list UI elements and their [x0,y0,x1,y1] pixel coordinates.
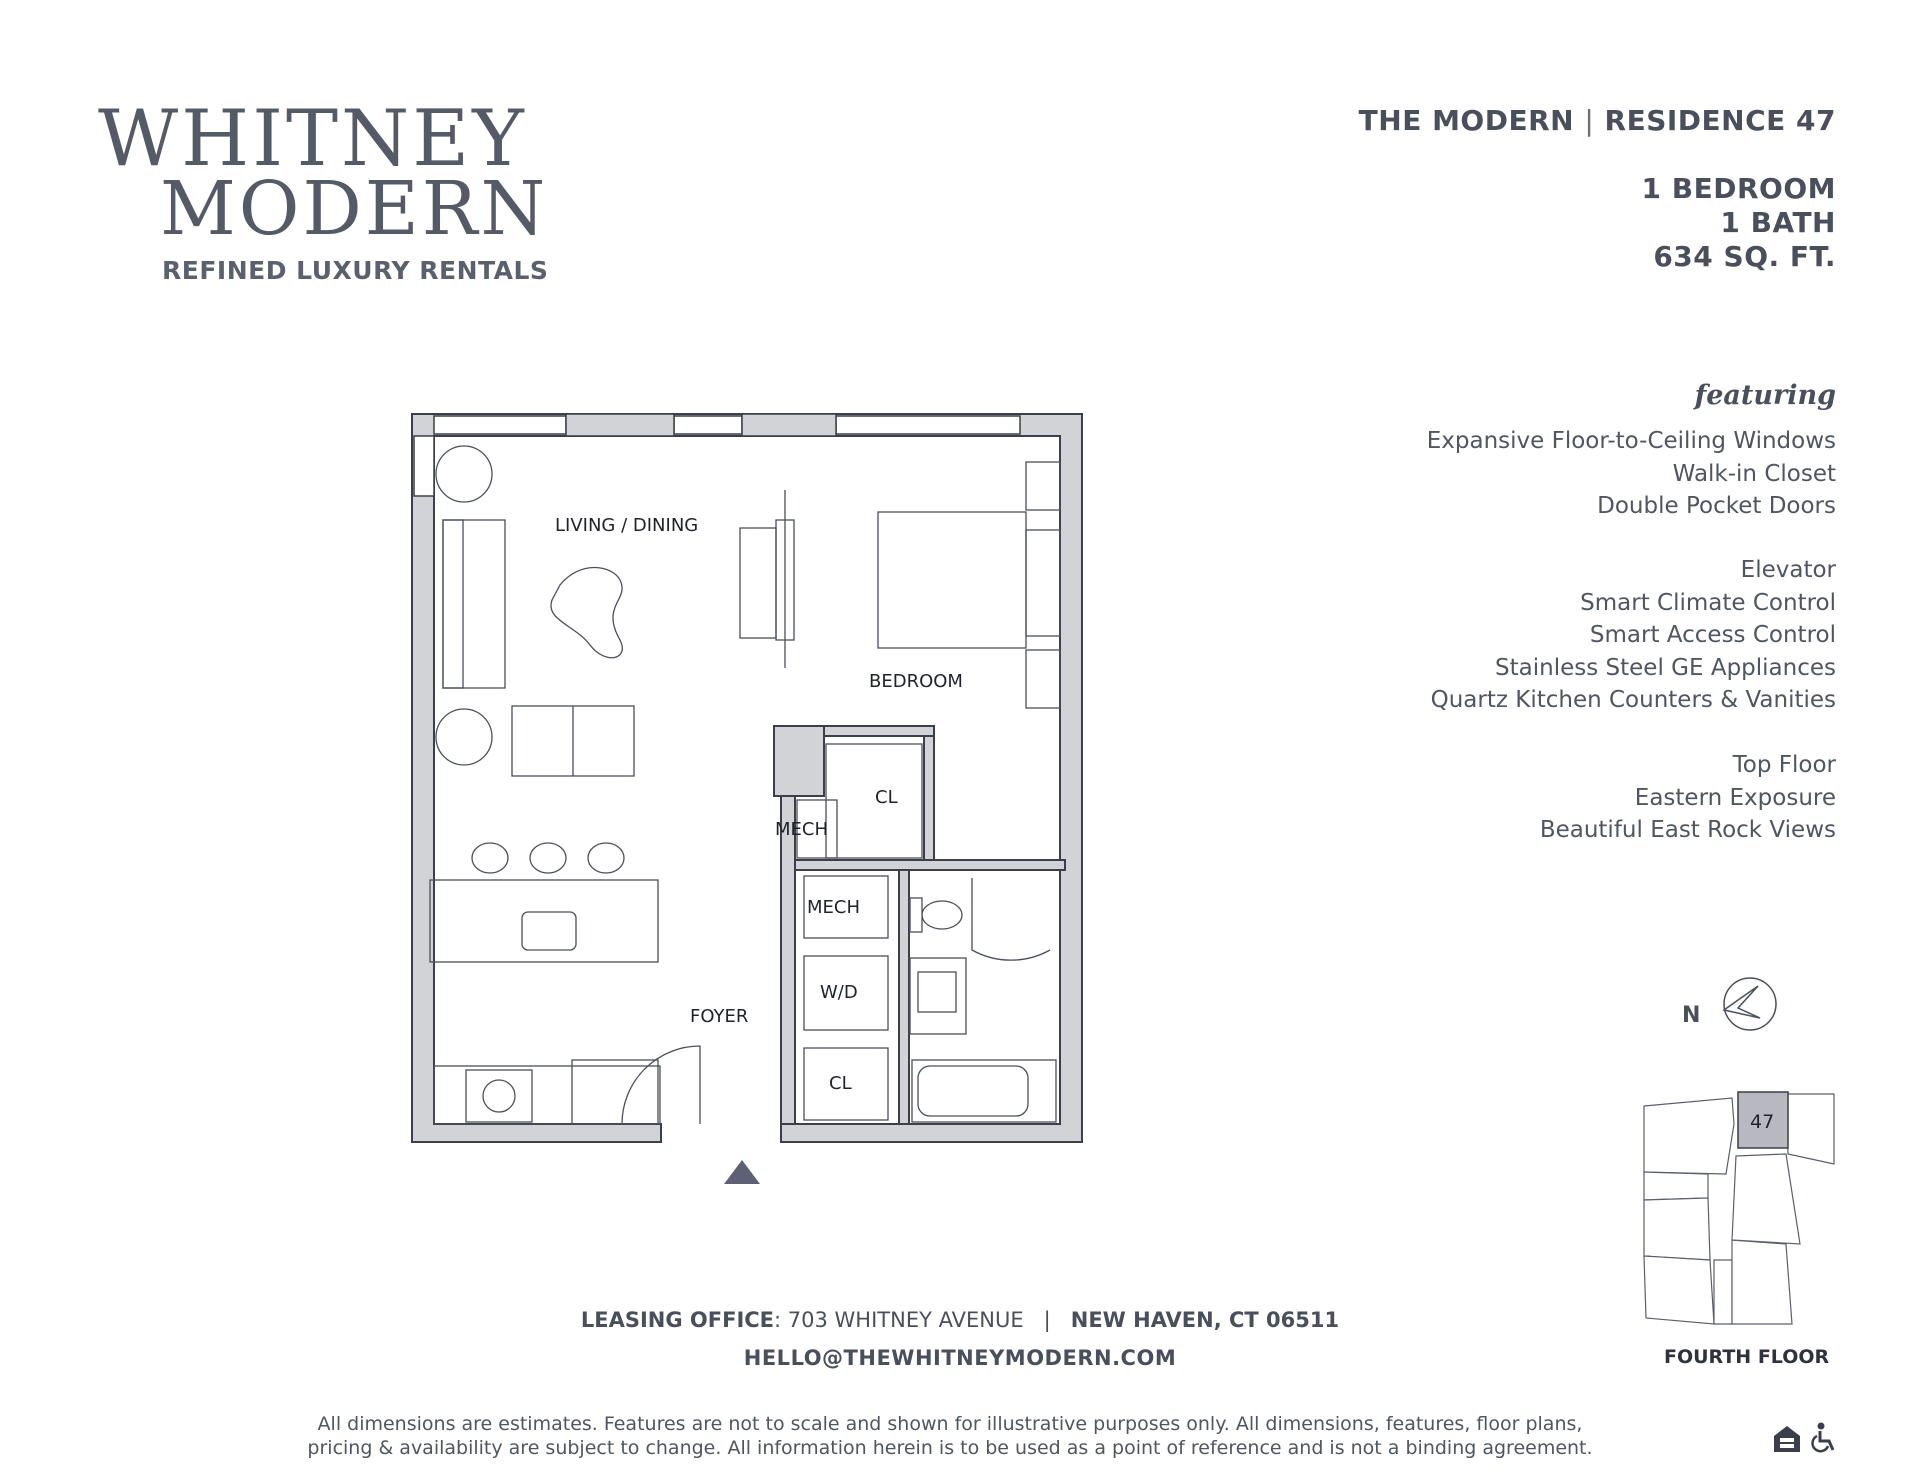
logo-tagline: REFINED LUXURY RENTALS [162,256,549,285]
dresser [1026,530,1060,636]
feature-item: Beautiful East Rock Views [1539,817,1836,843]
partition-wall [795,860,1065,870]
logo-wordmark-line2: MODERN [160,166,549,252]
room-label-living: LIVING / DINING [555,515,699,536]
nightstand [1026,650,1060,708]
refrigerator [572,1060,658,1124]
feature-item: Stainless Steel GE Appliances [1495,654,1836,681]
exterior-wall [412,414,1082,1142]
leasing-office-address [0,1308,1920,1332]
sofa-back [443,520,463,688]
keyplan-unit-label: 47 [1750,1111,1775,1133]
partition-wall [899,860,909,1124]
feature-item: Quartz Kitchen Counters & Vanities [1430,687,1836,713]
bar-stool [530,843,566,873]
bar-stool [472,843,508,873]
tv-console [740,528,776,638]
room-label-mech-upper: MECH [775,819,829,840]
range [466,1070,532,1122]
footer-divider: | [1043,1308,1051,1332]
title-separator: | [1584,104,1595,137]
side-table [436,446,492,502]
island-sink [522,912,576,950]
room-label-bedroom: BEDROOM [869,671,963,692]
room-label-wd: W/D [820,982,858,1003]
floor-label: FOURTH FLOOR [1664,1346,1830,1368]
room-label-foyer-closet: CL [829,1073,852,1094]
accessibility-icon [1808,1422,1838,1454]
feature-item: Expansive Floor-to-Ceiling Windows [1426,428,1836,454]
compass-needle [1724,986,1760,1018]
nightstand [1026,462,1060,510]
room-label-walkin-closet: CL [875,787,898,808]
feature-item: Eastern Exposure [1634,784,1836,811]
bar-stool [588,843,624,873]
feature-item: Walk-in Closet [1672,460,1836,487]
window-panel [414,436,434,496]
coffee-table [551,568,622,658]
disclaimer-line-2: pricing & availability are subject to change. All information herein is to be used as a point of reference and is not a binding agreement. [307,1437,1593,1459]
leasing-label: LEASING OFFICE [580,1308,775,1332]
partition-wall [774,726,824,796]
contact-email[interactable]: HELLO@THEWHITNEYMODERN.COM [743,1346,1177,1370]
bed [878,512,1026,648]
equal-housing-icon [1772,1424,1802,1454]
residence-number: RESIDENCE 47 [1604,104,1836,137]
collection-name: THE MODERN [1358,104,1575,137]
leasing-street: : 703 WHITNEY AVENUE [774,1308,1024,1332]
entry-marker [724,1160,760,1184]
window-panel [836,416,1020,434]
disclaimer [240,1412,1660,1460]
square-footage: 634 SQ. FT. [1653,240,1836,273]
leasing-city: NEW HAVEN, CT 06511 [1070,1308,1340,1332]
feature-item: Elevator [1740,557,1836,583]
feature-item: Smart Access Control [1589,622,1836,648]
toilet-tank [910,898,922,932]
vanity-sink [918,972,956,1012]
disclaimer-line-1: All dimensions are estimates. Features are not to scale and shown for illustrative purposes only. All dimensions, features, floor plans, [317,1413,1583,1435]
compass [1680,970,1790,1040]
bath-count: 1 BATH [1720,206,1836,239]
feature-item: Smart Climate Control [1580,589,1836,616]
kitchen-counter [434,1066,660,1124]
features-heading: featuring [1694,380,1836,411]
partition-wall [924,736,934,860]
room-label-mech-lower: MECH [807,897,861,918]
keyplan-outline [1644,1098,1734,1174]
bathtub [912,1060,1056,1122]
partition-wall [824,726,934,736]
window-panel [674,416,742,434]
window-mullion [566,414,674,436]
feature-item: Double Pocket Doors [1597,493,1836,519]
sofa [443,520,505,688]
compass-north-label: N [1682,1003,1701,1028]
bath-door-swing [972,878,1050,960]
entry-door-swing [622,1046,700,1124]
feature-item: Top Floor [1732,752,1836,778]
room-label-foyer: FOYER [690,1006,749,1027]
side-table [436,709,492,765]
toilet-bowl [922,901,962,929]
window-mullion [742,414,836,436]
logo-wordmark-line1: WHITNEY [98,94,527,184]
bedroom-count: 1 BEDROOM [1641,172,1836,205]
key-plan [1636,1084,1846,1334]
window-panel [434,416,566,434]
walkin-closet-outline [826,744,922,858]
